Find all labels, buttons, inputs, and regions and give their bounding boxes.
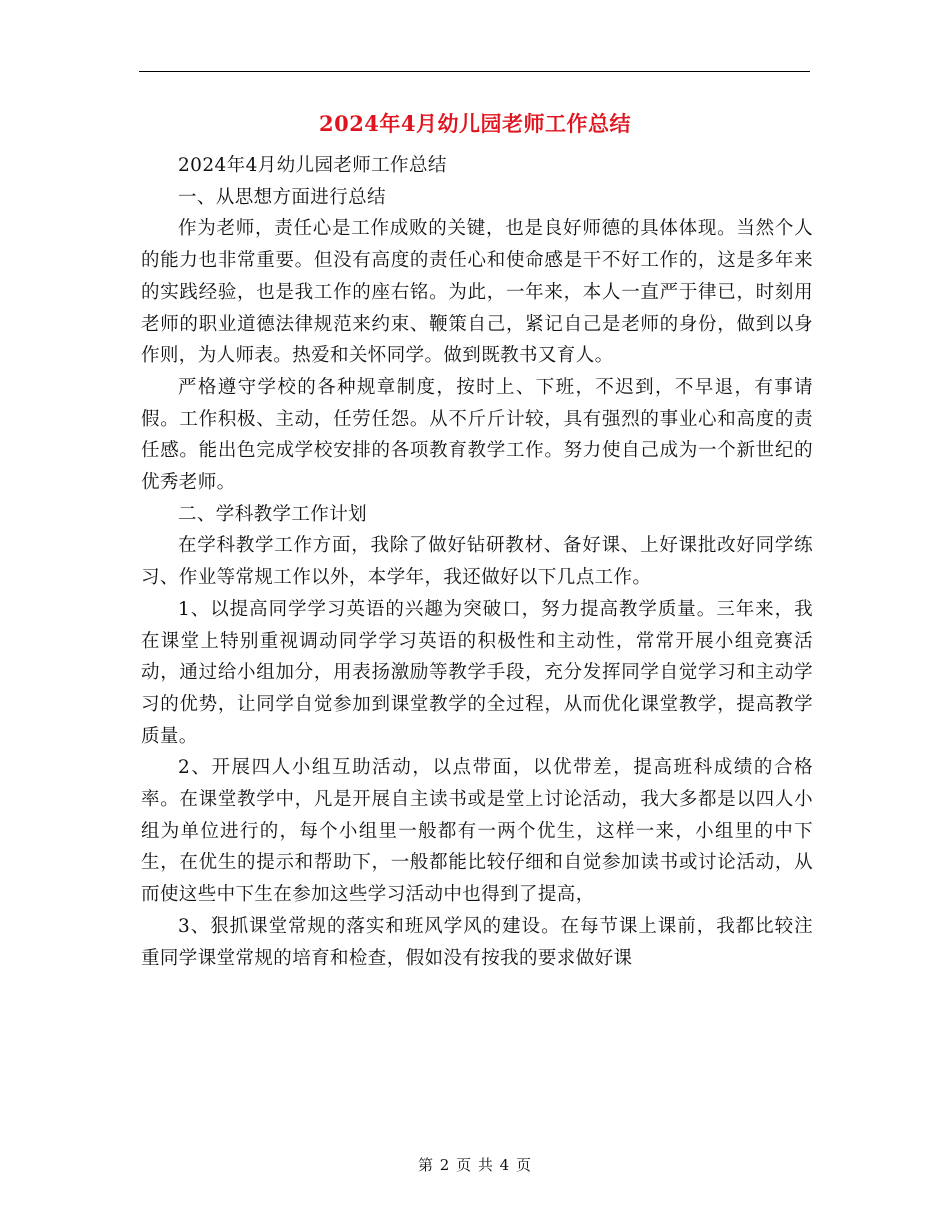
paragraph: 作为老师，责任心是工作成败的关键，也是良好师德的具体体现。当然个人的能力也非常重要。但没有高度的责任心和使命感是干不好工作的，这是多年来的实践经验，也是我工作的座右铭。为此，一年来，本人一直严于律已，时刻用老师的职业道德法律规范来约束、鞭策自己，紧记自己是老师的身份，做到以身作则，为人师表。热爱和关怀同学。做到既教书又育人。 xyxy=(141,218,813,367)
paragraph-subtitle: 2024年4月幼儿园老师工作总结 xyxy=(178,155,447,176)
paragraph-item-3: 3、狠抓课堂常规的落实和班风学风的建设。在每节课上课前，我都比较注重同学课堂常规的培育和检查，假如没有按我的要求做好课 xyxy=(141,915,813,969)
paragraph-heading-2: 二、学科教学工作计划 xyxy=(178,503,368,525)
paragraph-item-2: 2、开展四人小组互助活动，以点带面，以优带差，提高班科成绩的合格率。在课堂教学中，凡是开展自主读书或是堂上讨论活动，我大多都是以四人小组为单位进行的，每个小组里一般都有一两个优生，这样一来，小组里的中下生，在优生的提示和帮助下，一般都能比较仔细和自觉参加读书或讨论活动，从而使这些中下生在参加这些学习活动中也得到了提高， xyxy=(141,757,813,906)
paragraph: 严格遵守学校的各种规章制度，按时上、下班，不迟到，不早退，有事请假。工作积极、主动，任劳任怨。从不斤斤计较，具有强烈的事业心和高度的责任感。能出色完成学校安排的各项教育教学工作。努力使自己成为一个新世纪的优秀老师。 xyxy=(141,376,813,494)
paragraph: 在学科教学工作方面，我除了做好钻研教材、备好课、上好课批改好同学练习、作业等常规工作以外，本学年，我还做好以下几点工作。 xyxy=(141,535,813,589)
page-number: 第 2 页 共 4 页 xyxy=(418,1156,532,1174)
document-title: 2024年4月幼儿园老师工作总结 xyxy=(318,111,632,136)
header-rule xyxy=(139,71,810,72)
document-body xyxy=(141,150,813,974)
paragraph-item-1: 1、以提高同学学习英语的兴趣为突破口，努力提高教学质量。三年来，我在课堂上特别重视调动同学学习英语的积极性和主动性，常常开展小组竞赛活动，通过给小组加分，用表扬激励等教学手段，充分发挥同学自觉学习和主动学习的优势，让同学自觉参加到课堂教学的全过程，从而优化课堂教学，提高教学质量。 xyxy=(141,598,813,747)
paragraph-heading-1: 一、从思想方面进行总结 xyxy=(178,186,386,208)
